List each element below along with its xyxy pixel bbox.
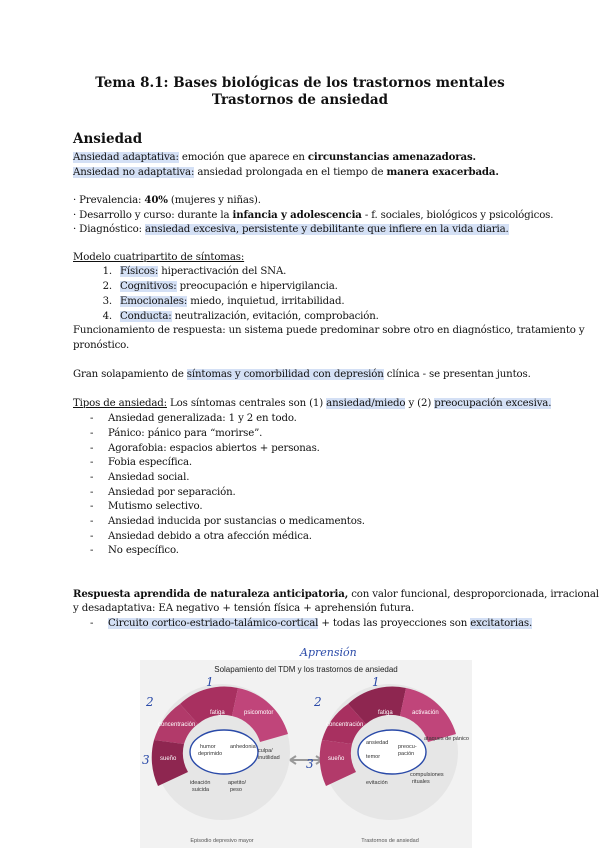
- modelo-item: [90, 265, 286, 279]
- circuito-line: - Circuito cortico-estriado-talámico-cortical + todas las proyecciones son excitatorias.: [90, 618, 533, 629]
- handwritten-note: Aprensión: [300, 646, 357, 659]
- no-adaptativa-bold: manera exacerbada.: [386, 166, 499, 178]
- list-item: - Agorafobia: espacios abiertos + personas.: [90, 443, 320, 454]
- list-item: - Fobia específica.: [90, 457, 193, 468]
- respuesta-post: con valor funcional, desproporcionada, irracional: [348, 589, 599, 600]
- right-outer-label: rituales: [412, 779, 430, 785]
- left-center-label: culpa/: [258, 748, 273, 754]
- diagnostico-highlight: ansiedad excesiva, persistente y debilitante que infiere en la vida diaria.: [145, 224, 509, 235]
- list-item: - Pánico: pánico para “morirse”.: [90, 428, 263, 439]
- modelo-label: Cognitivos:: [120, 281, 177, 292]
- left-center-label: anhedonia: [230, 744, 256, 750]
- modelo-title: Modelo cuatripartito de síntomas:: [73, 252, 245, 263]
- left-outer-label: peso: [230, 787, 242, 793]
- left-label-psicomotor: psicomotor: [244, 710, 274, 716]
- hand-number-3-left: 3: [142, 753, 150, 767]
- hand-number-1-left: 1: [206, 675, 214, 689]
- prevalencia-bold: 40%: [144, 194, 168, 206]
- modelo-text: preocupación e hipervigilancia.: [176, 281, 338, 292]
- modelo-item: [90, 310, 379, 324]
- solapamiento-post: clínica - se presentan juntos.: [383, 369, 531, 380]
- adaptativa-label: Ansiedad adaptativa:: [73, 152, 179, 163]
- circuito-highlight-2: excitatorias.: [470, 618, 533, 629]
- prevalencia-post: (mujeres y niñas).: [167, 195, 261, 206]
- list-item: - Mutismo selectivo.: [90, 501, 203, 512]
- right-outer-label: ataques de pánico: [424, 736, 469, 742]
- modelo-text: miedo, inquietud, irritabilidad.: [187, 296, 345, 307]
- hand-number-2-left: 2: [146, 695, 154, 709]
- circuito-mid: + todas las proyecciones son: [318, 618, 471, 629]
- left-caption: Episodio depresivo mayor: [190, 838, 254, 844]
- modelo-num: 4.: [102, 311, 112, 322]
- tipos-highlight-1: ansiedad/miedo: [326, 398, 406, 409]
- solapamiento-line: [73, 368, 531, 382]
- prevalencia-line: [73, 193, 261, 208]
- list-item: - Ansiedad social.: [90, 472, 190, 483]
- overlap-diagram: [140, 644, 472, 848]
- diagnostico-pre: · Diagnóstico:: [73, 224, 146, 235]
- adaptativa-bold: circunstancias amenazadoras.: [307, 151, 476, 163]
- list-item: - No específico.: [90, 545, 179, 556]
- right-center-label: pación: [398, 751, 415, 757]
- solapamiento-highlight: síntomas y comorbilidad con depresión: [186, 369, 384, 380]
- solapamiento-pre: Gran solapamiento de: [73, 369, 187, 380]
- modelo-label: Conducta:: [120, 311, 172, 322]
- document-title: Tema 8.1: Bases biológicas de los trastornos mentales: [95, 75, 505, 91]
- respuesta-bold: Respuesta aprendida de naturaleza anticipatoria,: [73, 588, 349, 600]
- desarrollo-post: - f. sociales, biológicos y psicológicos.: [361, 210, 554, 221]
- right-label-concentracion: concentración: [326, 722, 364, 728]
- tipos-pre: Los síntomas centrales son (1): [166, 398, 327, 409]
- left-center-label: humor: [200, 744, 216, 750]
- right-label-sueno: sueño: [328, 756, 345, 762]
- list-item: - Ansiedad por separación.: [90, 487, 236, 498]
- modelo-num: 3.: [102, 296, 112, 307]
- funcionamiento-line-2: pronóstico.: [73, 340, 130, 351]
- hand-number-1-right: 1: [372, 675, 380, 689]
- document-subtitle: Trastornos de ansiedad: [211, 92, 389, 108]
- list-item-text: Ansiedad social.: [108, 472, 190, 483]
- adaptativa-text: emoción que aparece en: [178, 152, 308, 163]
- list-item-text: Agorafobia: espacios abiertos + personas.: [108, 443, 320, 454]
- prevalencia-pre: · Prevalencia:: [73, 195, 145, 206]
- left-outer-label: ideación: [190, 780, 211, 786]
- left-outer-label: apetito/: [228, 780, 247, 786]
- desarrollo-pre: · Desarrollo y curso: durante la: [73, 210, 233, 221]
- adaptativa-line: [73, 150, 476, 165]
- right-center-ellipse: [358, 730, 426, 774]
- right-label-fatiga: fatiga: [378, 710, 393, 716]
- modelo-label: Físicos:: [120, 266, 159, 277]
- right-center-label: preocu-: [398, 744, 417, 750]
- modelo-label: Emocionales:: [120, 296, 188, 307]
- modelo-item: [90, 295, 344, 309]
- right-center-label: evitación: [366, 780, 388, 786]
- list-item-text: Ansiedad generalizada: 1 y 2 en todo.: [108, 413, 297, 424]
- right-caption: Trastornos de ansiedad: [361, 838, 419, 844]
- list-item: - Ansiedad generalizada: 1 y 2 en todo.: [90, 413, 297, 424]
- right-outer-label: compulsiones: [410, 772, 444, 778]
- left-center-label: inutilidad: [258, 755, 280, 761]
- list-item-text: Ansiedad por separación.: [108, 487, 236, 498]
- list-item-text: Pánico: pánico para “morirse”.: [108, 428, 263, 439]
- right-label-activacion: activación: [412, 710, 439, 716]
- hand-number-2-right: 2: [314, 695, 322, 709]
- desarrollo-line: [73, 208, 553, 223]
- right-center-label: temor: [366, 754, 381, 760]
- list-item-text: Fobia específica.: [108, 457, 193, 468]
- no-adaptativa-text: ansiedad prolongada en el tiempo de: [194, 167, 387, 178]
- tipos-line: [73, 397, 551, 411]
- hand-number-3-right: 3: [306, 757, 314, 771]
- modelo-item: [90, 280, 338, 294]
- respuesta-line-2: y desadaptativa: EA negativo + tensión física + aprehensión futura.: [73, 603, 415, 614]
- modelo-num: 2.: [102, 281, 112, 292]
- list-item-text: Ansiedad inducida por sustancias o medicamentos.: [108, 516, 365, 527]
- left-outer-label: suicida: [192, 787, 210, 793]
- list-item-text: No específico.: [108, 545, 179, 556]
- left-label-fatiga: fatiga: [210, 710, 225, 716]
- diagnostico-line: [73, 223, 509, 237]
- tipos-highlight-2: preocupación excesiva.: [434, 398, 552, 409]
- modelo-text: neutralización, evitación, comprobación.: [171, 311, 379, 322]
- list-item-text: Mutismo selectivo.: [108, 501, 203, 512]
- respuesta-line-1: [73, 587, 599, 602]
- right-center-label: ansiedad: [366, 740, 389, 746]
- diagram-title: Solapamiento del TDM y los trastornos de ansiedad: [214, 665, 398, 674]
- section-heading: Ansiedad: [73, 131, 143, 147]
- no-adaptativa-label: Ansiedad no adaptativa:: [73, 167, 195, 178]
- left-label-sueno: sueño: [160, 756, 177, 762]
- list-item-text: Ansiedad debido a otra afección médica.: [108, 531, 312, 542]
- modelo-text: hiperactivación del SNA.: [158, 266, 287, 277]
- left-center-label: deprimido: [198, 751, 223, 757]
- list-item: - Ansiedad inducida por sustancias o medicamentos.: [90, 516, 365, 527]
- circuito-highlight-1: Circuito cortico-estriado-talámico-cortical: [108, 618, 319, 629]
- modelo-num: 1.: [102, 266, 112, 277]
- list-item: - Ansiedad debido a otra afección médica.: [90, 531, 312, 542]
- funcionamiento-line-1: Funcionamiento de respuesta: un sistema puede predominar sobre otro en diagnóstico, tratamiento y: [73, 325, 585, 336]
- left-label-concentracion: concentración: [158, 722, 196, 728]
- tipos-mid: y (2): [405, 398, 435, 409]
- no-adaptativa-line: [73, 165, 499, 180]
- tipos-label: Tipos de ansiedad:: [73, 398, 167, 409]
- desarrollo-bold: infancia y adolescencia: [232, 209, 362, 221]
